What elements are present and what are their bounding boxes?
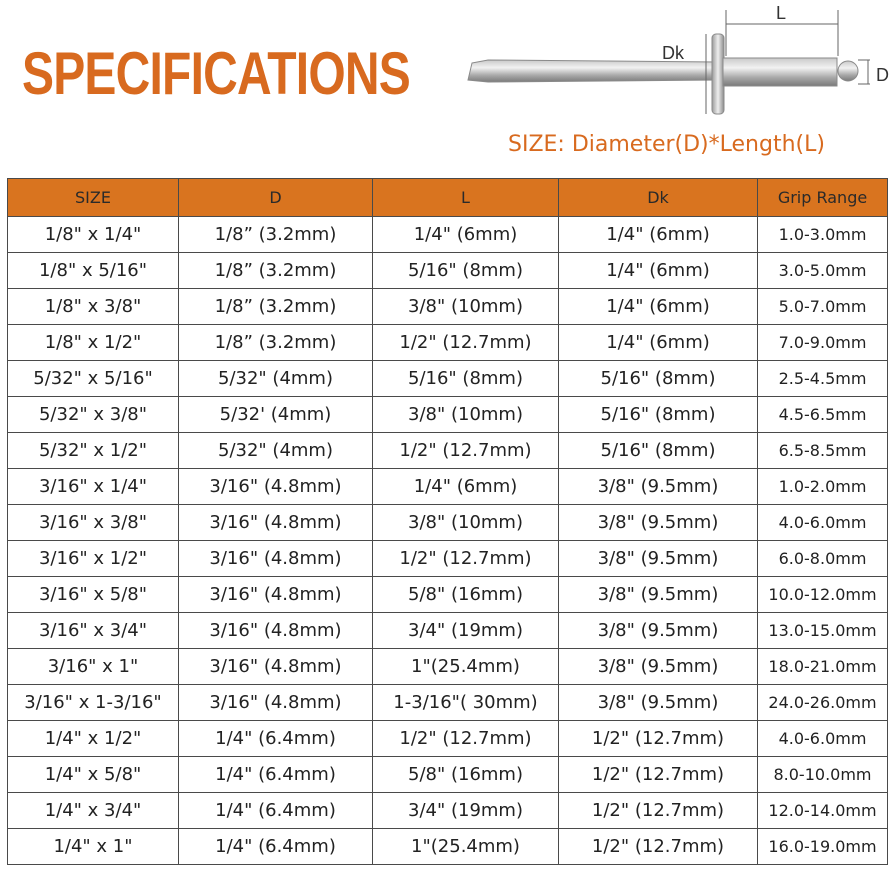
cell-size: 1/8" x 5/16" xyxy=(8,253,179,289)
cell-d: 3/16" (4.8mm) xyxy=(179,541,373,577)
cell-grip-range: 5.0-7.0mm xyxy=(758,289,888,325)
table-row xyxy=(8,757,888,793)
cell-size: 3/16" x 3/8" xyxy=(8,505,179,541)
column-header-d: D xyxy=(179,179,373,217)
cell-dk: 5/16" (8mm) xyxy=(559,397,758,433)
cell-l: 5/16" (8mm) xyxy=(373,361,559,397)
cell-d: 5/32" (4mm) xyxy=(179,361,373,397)
cell-size: 1/4" x 1/2" xyxy=(8,721,179,757)
cell-l: 1/4" (6mm) xyxy=(373,217,559,253)
cell-d: 3/16" (4.8mm) xyxy=(179,685,373,721)
size-formula: SIZE: Diameter(D)*Length(L) xyxy=(508,132,825,157)
cell-grip-range: 3.0-5.0mm xyxy=(758,253,888,289)
cell-grip-range: 4.0-6.0mm xyxy=(758,505,888,541)
length-label: L xyxy=(776,3,787,23)
table-row xyxy=(8,829,888,865)
cell-d: 1/4" (6.4mm) xyxy=(179,721,373,757)
table-row xyxy=(8,577,888,613)
table-row xyxy=(8,721,888,757)
cell-l: 1"(25.4mm) xyxy=(373,649,559,685)
cell-l: 1/2" (12.7mm) xyxy=(373,433,559,469)
cell-dk: 3/8" (9.5mm) xyxy=(559,541,758,577)
cell-grip-range: 2.5-4.5mm xyxy=(758,361,888,397)
cell-d: 1/8” (3.2mm) xyxy=(179,325,373,361)
cell-l: 5/16" (8mm) xyxy=(373,253,559,289)
table-row xyxy=(8,253,888,289)
cell-grip-range: 4.5-6.5mm xyxy=(758,397,888,433)
cell-size: 3/16" x 1/2" xyxy=(8,541,179,577)
cell-dk: 3/8" (9.5mm) xyxy=(559,577,758,613)
cell-size: 3/16" x 1/4" xyxy=(8,469,179,505)
head-diameter-label: Dk xyxy=(662,43,684,63)
table-row xyxy=(8,289,888,325)
cell-size: 1/8" x 1/2" xyxy=(8,325,179,361)
cell-grip-range: 13.0-15.0mm xyxy=(758,613,888,649)
cell-d: 1/8” (3.2mm) xyxy=(179,253,373,289)
cell-l: 5/8" (16mm) xyxy=(373,757,559,793)
table-row xyxy=(8,613,888,649)
cell-d: 3/16" (4.8mm) xyxy=(179,613,373,649)
cell-l: 3/4" (19mm) xyxy=(373,613,559,649)
cell-d: 3/16" (4.8mm) xyxy=(179,649,373,685)
cell-size: 1/4" x 1" xyxy=(8,829,179,865)
cell-dk: 3/8" (9.5mm) xyxy=(559,613,758,649)
table-row xyxy=(8,649,888,685)
cell-dk: 1/4" (6mm) xyxy=(559,253,758,289)
blind-rivet-icon xyxy=(460,0,894,130)
cell-dk: 1/2" (12.7mm) xyxy=(559,793,758,829)
table-row xyxy=(8,541,888,577)
cell-grip-range: 12.0-14.0mm xyxy=(758,793,888,829)
diameter-label: D xyxy=(876,65,889,85)
cell-size: 1/4" x 5/8" xyxy=(8,757,179,793)
table-row xyxy=(8,469,888,505)
table-row xyxy=(8,433,888,469)
column-header-size: SIZE xyxy=(8,179,179,217)
cell-size: 5/32" x 5/16" xyxy=(8,361,179,397)
cell-size: 5/32" x 3/8" xyxy=(8,397,179,433)
cell-size: 1/8" x 3/8" xyxy=(8,289,179,325)
cell-dk: 5/16" (8mm) xyxy=(559,361,758,397)
table-row xyxy=(8,361,888,397)
cell-l: 1/2" (12.7mm) xyxy=(373,541,559,577)
table-row xyxy=(8,793,888,829)
cell-dk: 3/8" (9.5mm) xyxy=(559,649,758,685)
cell-size: 3/16" x 3/4" xyxy=(8,613,179,649)
cell-l: 3/8" (10mm) xyxy=(373,289,559,325)
cell-dk: 5/16" (8mm) xyxy=(559,433,758,469)
table-row xyxy=(8,685,888,721)
cell-size: 5/32" x 1/2" xyxy=(8,433,179,469)
cell-d: 1/4" (6.4mm) xyxy=(179,757,373,793)
cell-dk: 1/4" (6mm) xyxy=(559,325,758,361)
column-header-l: L xyxy=(373,179,559,217)
rivet-mandrel-end xyxy=(838,61,858,81)
cell-grip-range: 6.0-8.0mm xyxy=(758,541,888,577)
cell-d: 5/32' (4mm) xyxy=(179,397,373,433)
cell-grip-range: 6.5-8.5mm xyxy=(758,433,888,469)
cell-grip-range: 10.0-12.0mm xyxy=(758,577,888,613)
table-row xyxy=(8,505,888,541)
cell-l: 1/4" (6mm) xyxy=(373,469,559,505)
cell-grip-range: 16.0-19.0mm xyxy=(758,829,888,865)
cell-dk: 1/2" (12.7mm) xyxy=(559,721,758,757)
table-header-row xyxy=(8,179,888,217)
cell-grip-range: 1.0-3.0mm xyxy=(758,217,888,253)
cell-grip-range: 24.0-26.0mm xyxy=(758,685,888,721)
cell-l: 1/2" (12.7mm) xyxy=(373,721,559,757)
column-header-grip-range: Grip Range xyxy=(758,179,888,217)
cell-size: 3/16" x 1-3/16" xyxy=(8,685,179,721)
cell-l: 3/8" (10mm) xyxy=(373,505,559,541)
column-header-dk: Dk xyxy=(559,179,758,217)
cell-dk: 3/8" (9.5mm) xyxy=(559,505,758,541)
cell-grip-range: 4.0-6.0mm xyxy=(758,721,888,757)
cell-d: 1/8” (3.2mm) xyxy=(179,217,373,253)
cell-size: 3/16" x 1" xyxy=(8,649,179,685)
cell-d: 1/4" (6.4mm) xyxy=(179,829,373,865)
cell-grip-range: 1.0-2.0mm xyxy=(758,469,888,505)
cell-grip-range: 18.0-21.0mm xyxy=(758,649,888,685)
cell-dk: 1/2" (12.7mm) xyxy=(559,829,758,865)
cell-l: 3/4" (19mm) xyxy=(373,793,559,829)
cell-d: 3/16" (4.8mm) xyxy=(179,505,373,541)
cell-dk: 3/8" (9.5mm) xyxy=(559,685,758,721)
cell-l: 1/2" (12.7mm) xyxy=(373,325,559,361)
cell-d: 3/16" (4.8mm) xyxy=(179,577,373,613)
cell-l: 1-3/16"( 30mm) xyxy=(373,685,559,721)
cell-dk: 1/2" (12.7mm) xyxy=(559,757,758,793)
cell-l: 5/8" (16mm) xyxy=(373,577,559,613)
table-row xyxy=(8,397,888,433)
cell-dk: 1/4" (6mm) xyxy=(559,217,758,253)
cell-grip-range: 7.0-9.0mm xyxy=(758,325,888,361)
rivet-head xyxy=(712,34,724,114)
cell-l: 3/8" (10mm) xyxy=(373,397,559,433)
cell-dk: 3/8" (9.5mm) xyxy=(559,469,758,505)
table-row xyxy=(8,217,888,253)
cell-d: 1/8” (3.2mm) xyxy=(179,289,373,325)
cell-d: 3/16" (4.8mm) xyxy=(179,469,373,505)
cell-d: 5/32" (4mm) xyxy=(179,433,373,469)
cell-size: 3/16" x 5/8" xyxy=(8,577,179,613)
cell-size: 1/4" x 3/4" xyxy=(8,793,179,829)
cell-size: 1/8" x 1/4" xyxy=(8,217,179,253)
cell-l: 1"(25.4mm) xyxy=(373,829,559,865)
table-row xyxy=(8,325,888,361)
cell-dk: 1/4" (6mm) xyxy=(559,289,758,325)
cell-grip-range: 8.0-10.0mm xyxy=(758,757,888,793)
page-title: SPECIFICATIONS xyxy=(22,40,410,107)
specifications-table xyxy=(7,178,888,865)
cell-d: 1/4" (6.4mm) xyxy=(179,793,373,829)
rivet-body xyxy=(723,58,837,86)
